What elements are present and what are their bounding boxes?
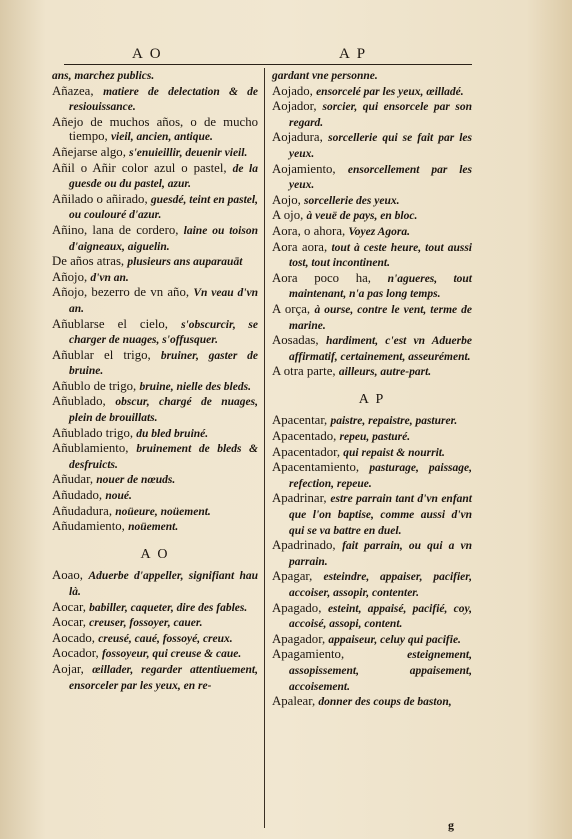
entry-translation: Vn veau d'vn an. bbox=[69, 287, 259, 315]
dictionary-entry bbox=[52, 115, 258, 145]
dictionary-entry bbox=[52, 426, 258, 442]
entry-headword: Apagador, bbox=[272, 631, 326, 646]
dictionary-entry bbox=[272, 224, 472, 240]
entry-translation: noüement. bbox=[128, 521, 179, 534]
entry-translation: n'agueres, tout maintenant, n'a pas long temps. bbox=[289, 272, 473, 301]
entry-headword: Añublarse el cielo, bbox=[52, 316, 168, 331]
entry-translation: matiere de delectation & de resiouissance. bbox=[69, 85, 258, 114]
dictionary-entry bbox=[52, 192, 258, 223]
entry-translation: bruinement de bleds & desfruicts. bbox=[69, 443, 259, 471]
entry-translation: noué. bbox=[105, 490, 132, 503]
entry-headword: Aojador, bbox=[272, 99, 317, 114]
entry-translation: fait parrain, ou qui a vn parrain. bbox=[289, 540, 472, 568]
entry-headword: A orça, bbox=[272, 301, 311, 316]
entry-headword: Aojar, bbox=[52, 661, 84, 676]
entry-headword: Añublar el trigo, bbox=[52, 347, 151, 362]
dictionary-entry bbox=[272, 647, 472, 694]
left-column bbox=[52, 68, 258, 693]
dictionary-entry bbox=[52, 646, 258, 662]
dictionary-entry bbox=[272, 99, 472, 130]
dictionary-entry bbox=[272, 413, 472, 429]
dictionary-entry bbox=[52, 504, 258, 520]
dictionary-entry bbox=[52, 145, 258, 161]
section-heading-ao: A O bbox=[140, 546, 170, 562]
dictionary-entry bbox=[272, 130, 472, 161]
dictionary-entry bbox=[52, 631, 258, 647]
entry-translation: ensorcellement par les yeux. bbox=[289, 163, 473, 192]
entry-translation: plusieurs ans auparauāt bbox=[127, 256, 243, 269]
dictionary-entry bbox=[52, 441, 258, 472]
dictionary-entry bbox=[52, 600, 258, 616]
entry-headword: Añublamiento, bbox=[52, 441, 129, 456]
entry-translation: hardiment, c'est vn Aduerbe affirmatif, certainement, asseurément. bbox=[289, 335, 472, 363]
section-heading-ap: A P bbox=[358, 391, 386, 407]
entry-translation: sorcier, qui ensorcele par son regard. bbox=[289, 101, 472, 129]
dictionary-entry bbox=[272, 694, 472, 710]
entry-translation: à veuë de pays, en bloc. bbox=[306, 210, 418, 223]
entry-translation: tout à ceste heure, tout aussi tost, tout incontinent. bbox=[289, 241, 472, 270]
entry-translation: noüeure, noüement. bbox=[115, 505, 211, 518]
entry-headword: Apacentado, bbox=[272, 429, 337, 444]
entry-headword: Aocar, bbox=[52, 615, 86, 630]
entry-translation: qui repaist & nourrit. bbox=[343, 446, 445, 459]
entry-headword: Añublado trigo, bbox=[52, 425, 134, 440]
dictionary-entry bbox=[272, 601, 472, 632]
entry-translation: pasturage, paissage, refection, repeue. bbox=[289, 462, 472, 490]
entry-headword: Apagamiento, bbox=[272, 647, 345, 662]
dictionary-entry bbox=[52, 662, 258, 693]
dictionary-entry bbox=[272, 271, 472, 302]
entry-headword: Apagado, bbox=[272, 600, 322, 615]
dictionary-entry bbox=[272, 302, 472, 333]
entry-headword: Aojadura, bbox=[272, 130, 323, 145]
entry-translation: d'vn an. bbox=[90, 271, 129, 284]
entry-translation: nouer de nœuds. bbox=[96, 474, 176, 487]
right-column bbox=[272, 68, 472, 710]
entry-translation: ans, marchez publics. bbox=[52, 70, 155, 82]
dictionary-entry bbox=[52, 317, 258, 348]
entry-translation: obscur, chargé de nuages, plein de brouillats. bbox=[69, 396, 258, 425]
dictionary-entry bbox=[52, 285, 258, 316]
entry-translation: ensorcelé par les yeux, œilladé. bbox=[316, 85, 464, 98]
entry-headword: Aora, o ahora, bbox=[272, 223, 346, 238]
entry-headword: Añublado, bbox=[52, 394, 106, 409]
entry-translation: estre parrain tant d'vn enfant que l'on baptise, comme aussi d'vn qui se va battre en duel. bbox=[289, 493, 472, 537]
entry-headword: Añudar, bbox=[52, 472, 94, 487]
entry-headword: A ojo, bbox=[272, 208, 304, 223]
entry-headword: Aocado, bbox=[52, 630, 95, 645]
dictionary-entry bbox=[272, 68, 472, 84]
entry-translation: ailleurs, autre-part. bbox=[338, 366, 432, 379]
dictionary-entry bbox=[272, 193, 472, 209]
entry-translation: sorcellerie qui se fait par les yeux. bbox=[289, 132, 472, 160]
dictionary-entry bbox=[272, 364, 472, 380]
entry-headword: Añejo de muchos años, o de mucho tiempo, bbox=[52, 114, 258, 144]
dictionary-entry bbox=[52, 615, 258, 631]
entry-headword: Añublo de trigo, bbox=[52, 378, 137, 393]
entry-headword: Añino, lana de cordero, bbox=[52, 222, 179, 237]
dictionary-entry bbox=[272, 460, 472, 491]
entry-translation: s'enuieillir, deuenir vieil. bbox=[129, 146, 248, 159]
dictionary-entry bbox=[272, 632, 472, 648]
entry-translation: Aduerbe d'appeller, signifiant hau là. bbox=[69, 570, 258, 598]
dictionary-entry bbox=[272, 569, 472, 600]
entry-headword: Aora poco ha, bbox=[272, 270, 371, 285]
entry-headword: Apacentamiento, bbox=[272, 460, 360, 475]
dictionary-entry bbox=[52, 488, 258, 504]
dictionary-entry bbox=[272, 429, 472, 445]
entry-translation: guesdé, teint en pastel, ou coulouré d'azur. bbox=[69, 193, 258, 222]
entry-headword: Añudamiento, bbox=[52, 519, 125, 534]
entry-headword: Añejarse algo, bbox=[52, 144, 126, 159]
entry-translation: esteindre, appaiser, pacifier, accoiser, assopir, contenter. bbox=[289, 571, 473, 599]
entry-translation: de la guesde ou du pastel, azur. bbox=[69, 162, 258, 191]
entry-translation: sorcellerie des yeux. bbox=[304, 194, 400, 207]
dictionary-entry bbox=[272, 162, 472, 193]
entry-headword: A otra parte, bbox=[272, 364, 336, 379]
entry-translation: fossoyeur, qui creuse & caue. bbox=[101, 648, 242, 661]
entry-headword: Añudado, bbox=[52, 488, 103, 503]
entry-headword: Aoao, bbox=[52, 568, 83, 583]
header-left: A O bbox=[132, 46, 163, 62]
entry-headword: De años atras, bbox=[52, 254, 125, 269]
entry-headword: Aocar, bbox=[52, 599, 86, 614]
dictionary-entry bbox=[52, 379, 258, 395]
entry-translation: œillader, regarder attentiuement, ensorceler par les yeux, en re- bbox=[69, 663, 259, 692]
dictionary-entry bbox=[52, 394, 258, 425]
dictionary-entry bbox=[52, 254, 258, 270]
entry-headword: Aojo, bbox=[272, 192, 301, 207]
entry-translation: s'obscurcir, se charger de nuages, s'offusquer. bbox=[69, 318, 259, 347]
column-divider bbox=[264, 68, 265, 828]
entry-headword: Aojamiento, bbox=[272, 161, 336, 176]
entry-headword: Aora aora, bbox=[272, 239, 328, 254]
entry-headword: Apalear, bbox=[272, 694, 316, 709]
header-right: A P bbox=[339, 46, 368, 62]
entry-translation: esteignement, assopissement, appaisement, accoisement. bbox=[289, 649, 472, 693]
entry-headword: Apadrinar, bbox=[272, 491, 327, 506]
dictionary-entry bbox=[52, 84, 258, 115]
entry-translation: donner des coups de baston, bbox=[318, 696, 452, 709]
dictionary-entry bbox=[52, 270, 258, 286]
entry-headword: Añazea, bbox=[52, 83, 94, 98]
dictionary-entry bbox=[52, 161, 258, 192]
dictionary-entry bbox=[52, 568, 258, 599]
dictionary-entry bbox=[52, 472, 258, 488]
entry-headword: Añojo, bezerro de vn año, bbox=[52, 285, 190, 300]
entry-translation: gardant vne personne. bbox=[272, 70, 378, 82]
entry-translation: creuser, fossoyer, cauer. bbox=[89, 617, 203, 630]
entry-headword: Añil o Añir color azul o pastel, bbox=[52, 160, 227, 175]
dictionary-entry bbox=[272, 333, 472, 364]
entry-headword: Apadrinado, bbox=[272, 538, 336, 553]
dictionary-entry bbox=[272, 491, 472, 538]
entry-headword: Apacentar, bbox=[272, 413, 328, 428]
entry-headword: Aocador, bbox=[52, 646, 99, 661]
entry-translation: paistre, repaistre, pasturer. bbox=[330, 415, 458, 428]
entry-headword: Añudadura, bbox=[52, 503, 113, 518]
dictionary-entry bbox=[52, 223, 258, 254]
entry-translation: appaiseur, celuy qui pacifie. bbox=[328, 633, 461, 646]
entry-translation: du bled bruiné. bbox=[136, 427, 209, 440]
entry-headword: Apagar, bbox=[272, 569, 313, 584]
entry-translation: Voyez Agora. bbox=[348, 225, 410, 238]
entry-headword: Apacentador, bbox=[272, 444, 341, 459]
entry-headword: Añilado o añirado, bbox=[52, 191, 148, 206]
dictionary-entry bbox=[272, 445, 472, 461]
signature-mark: g bbox=[448, 818, 454, 832]
entry-translation: laine ou toison d'aigneaux, aiguelin. bbox=[69, 224, 258, 253]
entry-headword: Aosadas, bbox=[272, 333, 319, 348]
dictionary-entry bbox=[272, 240, 472, 271]
entry-translation: vieil, ancien, antique. bbox=[110, 131, 213, 144]
entry-translation: à ourse, contre le vent, terme de marine. bbox=[289, 303, 472, 332]
header-rule bbox=[64, 64, 472, 65]
entry-translation: creusé, caué, fossoyé, creux. bbox=[98, 632, 233, 645]
entry-translation: repeu, pasturé. bbox=[339, 431, 411, 444]
dictionary-entry bbox=[272, 84, 472, 100]
dictionary-entry bbox=[52, 68, 258, 84]
dictionary-entry bbox=[52, 348, 258, 379]
entry-translation: babiller, caqueter, dire des fables. bbox=[89, 601, 248, 614]
running-header bbox=[0, 46, 572, 66]
entry-headword: Aojado, bbox=[272, 83, 313, 98]
entry-translation: bruine, nielle des bleds. bbox=[139, 380, 251, 393]
entry-headword: Añojo, bbox=[52, 269, 88, 284]
dictionary-entry bbox=[272, 208, 472, 224]
dictionary-entry bbox=[272, 538, 472, 569]
dictionary-entry bbox=[52, 519, 258, 535]
entry-translation: esteint, appaisé, pacifié, coy, accoisé, assopi, content. bbox=[289, 602, 472, 631]
entry-translation: bruiner, gaster de bruine. bbox=[69, 349, 259, 378]
